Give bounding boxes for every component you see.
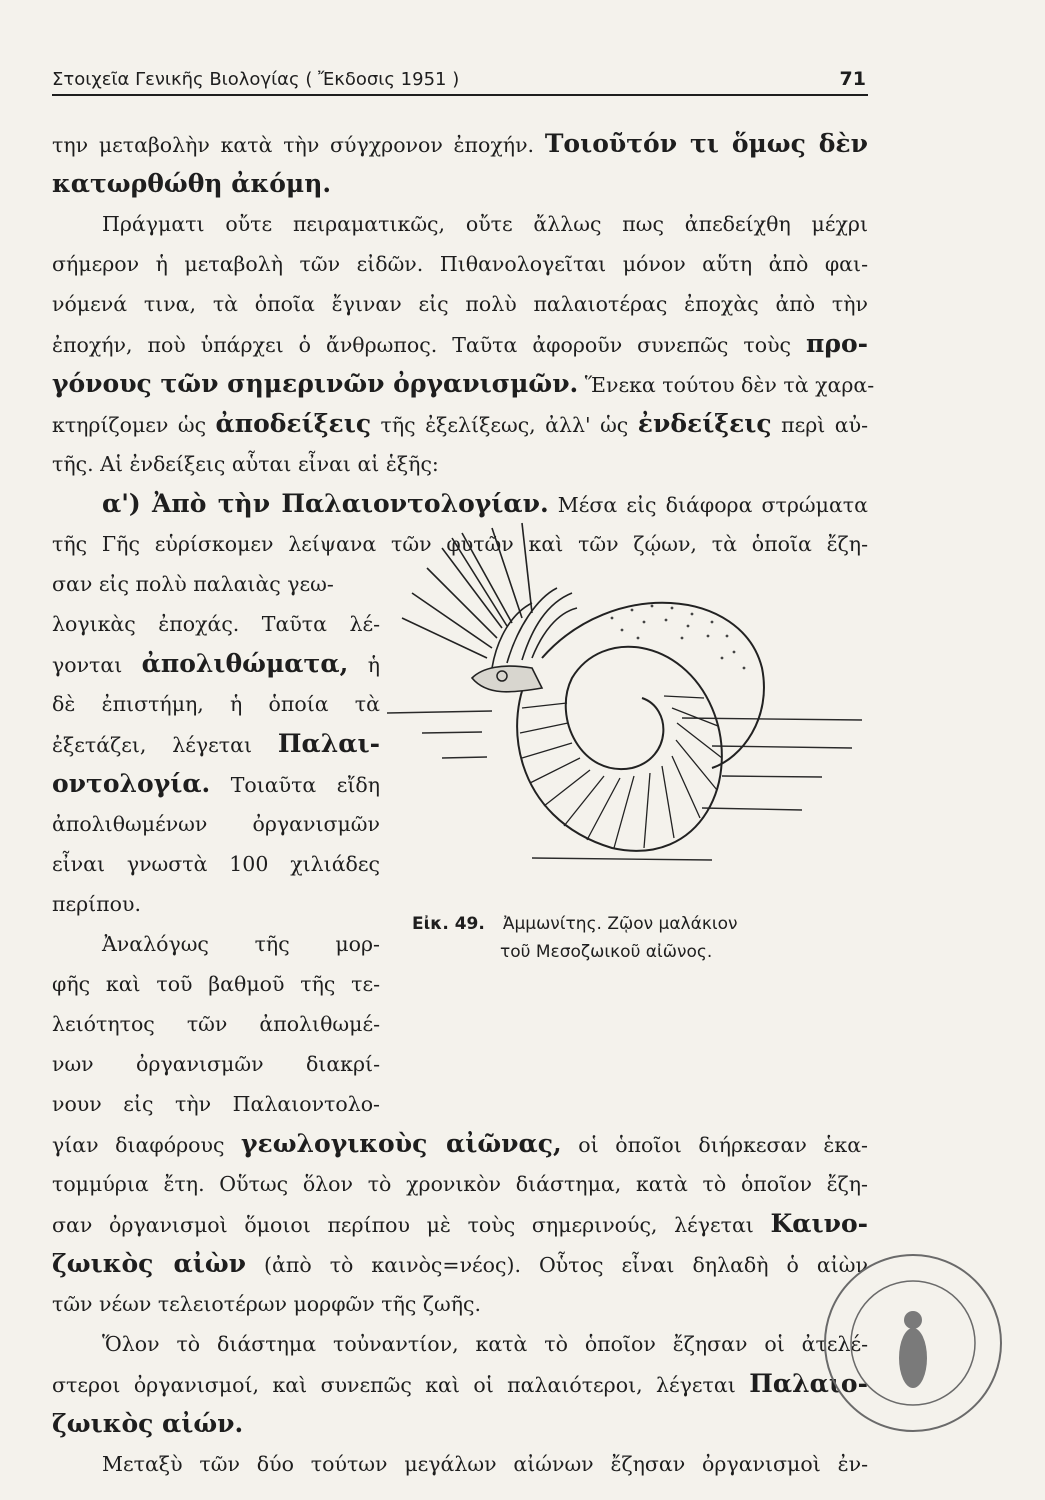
text-line: ἐξετάζει, λέγεται Παλαι- — [52, 729, 380, 758]
running-header — [52, 60, 868, 96]
text-line: ἀπολιθωμένων ὀργανισμῶν — [52, 812, 380, 836]
text-line: τῆς. Αἱ ἐνδείξεις αὗται εἶναι αἱ ἑξῆς: — [52, 452, 439, 476]
text-line: νουν εἰς τὴν Παλαιοντολο- — [52, 1092, 380, 1116]
book-title: Στοιχεῖα Γενικῆς Βιολογίας ( Ἔκδοσις 1951 ) — [52, 69, 460, 90]
ammonite-drawing — [382, 518, 868, 878]
text-line: σήμερον ἡ μεταβολὴ τῶν εἰδῶν. Πιθανολογεῖται μόνον αὕτη ἀπὸ φαι- — [52, 252, 868, 276]
text-line — [52, 164, 868, 204]
text-line: γονται ἀπολιθώματα, ἡ — [52, 649, 380, 678]
text-line: περίπου. — [52, 892, 141, 916]
page-number: 71 — [839, 68, 866, 90]
text-line: φῆς καὶ τοῦ βαθμοῦ τῆς τε- — [52, 972, 380, 996]
text-line: ἐποχήν, ποὺ ὑπάρχει ὁ ἄνθρωπος. Ταῦτα ἀφοροῦν συνεπῶς τοὺς προ- — [52, 329, 868, 358]
stamp-seal-icon — [818, 1248, 1008, 1438]
text-line: οντολογία. Τοιαῦτα εἴδη — [52, 769, 380, 798]
figure-number: Εἰκ. 49. — [412, 914, 485, 934]
figure-caption-continued: τοῦ Μεσοζωικοῦ αἰῶνος. — [500, 942, 713, 962]
text-line: σαν εἰς πολὺ παλαιὰς γεω- — [52, 572, 334, 596]
text-line: α') Ἀπὸ τὴν Παλαιοντολογίαν. Μέσα εἰς διάφορα στρώματα — [102, 489, 868, 518]
bold-phrase: ζωικὸς αἰών. — [52, 1409, 244, 1438]
text-line: Πράγματι οὔτε πειραματικῶς, οὔτε ἄλλως πως ἀπεδείχθη μέχρι — [102, 212, 868, 236]
text-line: γόνους τῶν σημερινῶν ὀργανισμῶν. Ἕνεκα τούτου δὲν τὰ χαρα- — [52, 369, 875, 398]
text-line: γίαν διαφόρους γεωλογικοὺς αἰῶνας, οἱ ὁποῖοι διήρκεσαν ἑκα- — [52, 1129, 868, 1158]
bold-phrase: οντολογία. — [52, 769, 211, 798]
library-stamp — [818, 1248, 1008, 1438]
section-heading: α') Ἀπὸ τὴν Παλαιοντολογίαν. — [102, 489, 549, 518]
text-line: λειότητος τῶν ἀπολιθωμέ- — [52, 1012, 380, 1036]
bold-phrase: ἐνδείξεις — [637, 409, 772, 438]
text-line — [52, 1404, 868, 1444]
text-line: κτηρίζομεν ὡς ἀποδείξεις τῆς ἐξελίξεως, ἀλλ' ὡς ἐνδείξεις περὶ αὐ- — [52, 409, 868, 438]
caption-line: Ἀμμωνίτης. Ζῷον μαλάκιον — [502, 914, 738, 934]
bold-phrase: Τοιοῦτόν τι ὅμως δὲν — [544, 129, 868, 158]
text-line: τῆς Γῆς εὑρίσκομεν λείψανα τῶν φυτῶν καὶ τῶν ζῴων, τὰ ὁποῖα ἔζη- — [52, 532, 868, 556]
text-line: ζωικὸς αἰὼν (ἀπὸ τὸ καινὸς=νέος). Οὗτος εἶναι δηλαδὴ ὁ αἰὼν — [52, 1249, 868, 1278]
bold-phrase: Παλαιο- — [749, 1369, 868, 1398]
text-line: νων ὀργανισμῶν διακρί- — [52, 1052, 380, 1076]
ammonite-figure — [382, 518, 868, 878]
text-line: Ἀναλόγως τῆς μορ- — [102, 932, 380, 956]
bold-phrase: Καινο- — [770, 1209, 868, 1238]
text-line: Μεταξὺ τῶν δύο τούτων μεγάλων αἰώνων ἔζησαν ὀργανισμοὶ ἐν- — [102, 1452, 868, 1476]
bold-phrase: ἀποδείξεις — [215, 409, 372, 438]
text-line: την μεταβολὴν κατὰ τὴν σύγχρονον ἐποχήν. Τοιοῦτόν τι ὅμως δὲν — [52, 129, 868, 158]
bold-phrase: προ- — [806, 329, 868, 358]
bold-phrase: κατωρθώθη ἀκόμη. — [52, 169, 332, 198]
bold-phrase: ἀπολιθώματα, — [141, 649, 349, 678]
text-line: τομμύρια ἔτη. Οὕτως ὅλον τὸ χρονικὸν διάστημα, κατὰ τὸ ὁποῖον ἔζη- — [52, 1172, 868, 1196]
text-line: δὲ ἐπιστήμη, ἡ ὁποία τὰ — [52, 692, 380, 716]
text-line: σαν ὀργανισμοὶ ὅμοιοι περίπου μὲ τοὺς σημερινούς, λέγεται Καινο- — [52, 1209, 868, 1238]
bold-phrase: Παλαι- — [277, 729, 380, 758]
text-line: Ὅλον τὸ διάστημα τοὐναντίον, κατὰ τὸ ὁποῖον ἔζησαν οἱ ἀτελέ- — [102, 1332, 868, 1356]
text-line: εἶναι γνωστὰ 100 χιλιάδες — [52, 852, 380, 876]
bold-phrase: γεωλογικοὺς αἰῶνας, — [241, 1129, 562, 1158]
text-line — [52, 1444, 868, 1484]
text-line: τῶν νέων τελειοτέρων μορφῶν τῆς ζωῆς. — [52, 1292, 481, 1316]
text-line: λογικὰς ἐποχάς. Ταῦτα λέ- — [52, 612, 380, 636]
figure-caption — [412, 910, 882, 938]
bold-phrase: γόνους τῶν σημερινῶν ὀργανισμῶν. — [52, 369, 579, 398]
text-line: στεροι ὀργανισμοί, καὶ συνεπῶς καὶ οἱ παλαιότεροι, λέγεται Παλαιο- — [52, 1369, 868, 1398]
text-line: νόμενά τινα, τὰ ὁποῖα ἔγιναν εἰς πολὺ παλαιοτέρας ἐποχὰς ἀπὸ τὴν — [52, 292, 868, 316]
bold-phrase: ζωικὸς αἰὼν — [52, 1249, 247, 1278]
